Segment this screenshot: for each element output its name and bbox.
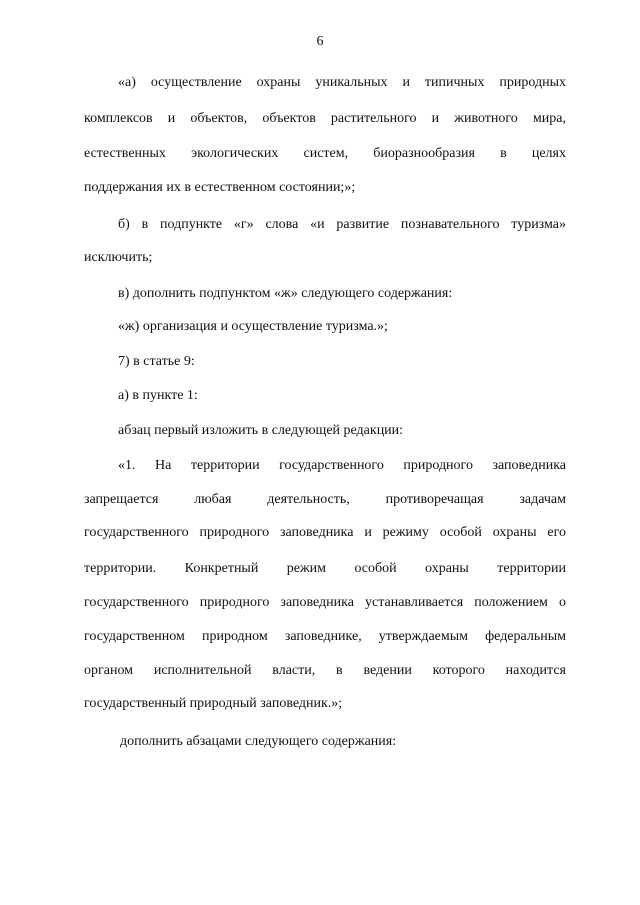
paragraph-line: государственном природном заповеднике, утверждаемым федеральным xyxy=(84,629,566,644)
paragraph-line: «1. На территории государственного природного заповедника xyxy=(118,458,566,473)
paragraph-line: «а) осуществление охраны уникальных и типичных природных xyxy=(118,75,566,90)
page-number: 6 xyxy=(316,34,324,49)
paragraph-line: комплексов и объектов, объектов растительного и животного мира, xyxy=(84,111,566,126)
paragraph-line: территории. Конкретный режим особой охраны территории xyxy=(84,561,566,576)
paragraph-line: а) в пункте 1: xyxy=(118,388,198,403)
paragraph-line: дополнить абзацами следующего содержания: xyxy=(120,734,397,749)
paragraph-line: исключить; xyxy=(84,250,153,265)
paragraph-line: «ж) организация и осуществление туризма.»; xyxy=(118,319,388,334)
paragraph-line: 7) в статье 9: xyxy=(118,354,195,369)
paragraph-line: запрещается любая деятельность, противоречащая задачам xyxy=(84,492,566,507)
paragraph-line: органом исполнительной власти, в ведении которого находится xyxy=(84,663,566,678)
paragraph-line: абзац первый изложить в следующей редакции: xyxy=(118,423,404,438)
paragraph-line: в) дополнить подпунктом «ж» следующего содержания: xyxy=(118,286,453,301)
paragraph-line: государственный природный заповедник.»; xyxy=(84,696,343,711)
paragraph-line: б) в подпункте «г» слова «и развитие познавательного туризма» xyxy=(118,217,566,232)
paragraph-line: государственного природного заповедника и режиму особой охраны его xyxy=(84,525,566,540)
paragraph-line: поддержания их в естественном состоянии;»; xyxy=(84,180,356,195)
paragraph-line: естественных экологических систем, биоразнообразия в целях xyxy=(84,146,566,161)
paragraph-line: государственного природного заповедника устанавливается положением о xyxy=(84,595,566,610)
